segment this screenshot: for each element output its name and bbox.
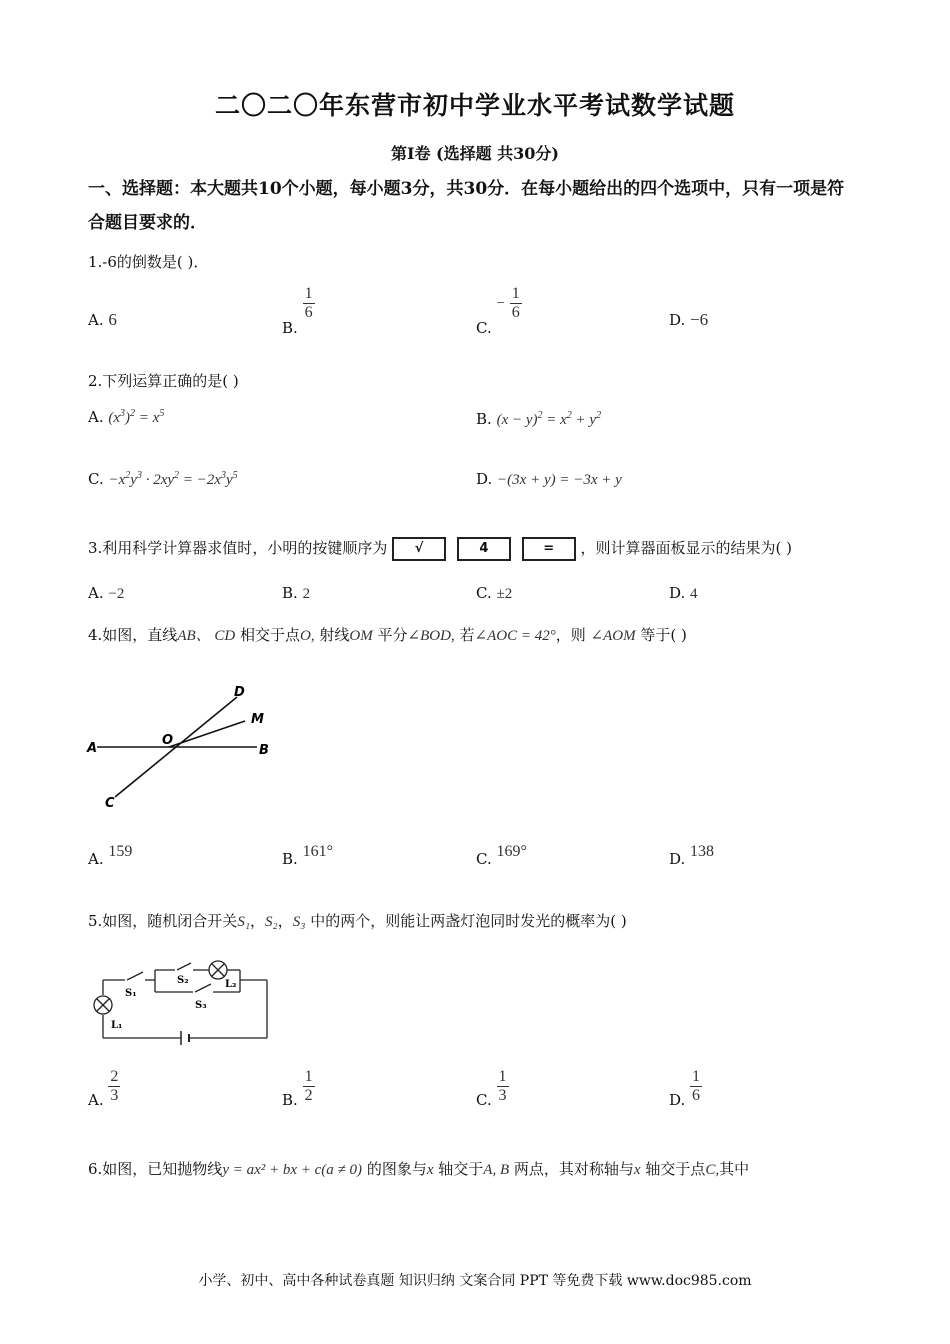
instructions: 一、选择题：本大题共10个小题，每小题3分，共30分．在每小题给出的四个选项中，只有一项是符合题目要求的． (88, 179, 845, 233)
label-o: O (162, 733, 174, 748)
q3-option-d: D. 4 (669, 584, 698, 602)
q5-option-d: D. $\frac{1}{6}$ (669, 1068, 701, 1109)
calc-key-sqrt: √ (392, 537, 446, 561)
q6-stem: 6.如图，已知抛物线y = ax² + bx + c(a ≠ 0) 的图象与x 轴交于A, B 两点，其对称轴与x 轴交于点C,其中 (88, 1160, 750, 1178)
label-l1: L₁ (111, 1020, 123, 1031)
section-subtitle: 第Ⅰ卷 (选择题 共30分) (390, 144, 560, 163)
label-c: C (105, 796, 115, 811)
q1-option-d: D. −6 (669, 310, 709, 329)
q3-option-a: A. −2 (88, 584, 125, 602)
q4-angle-figure (85, 680, 285, 815)
q3-option-c: C. ±2 (476, 584, 513, 602)
q2-option-b: B. $(x - y)^2 = x^2 + y^2$ (476, 410, 602, 428)
q4-option-a: A. 159 (88, 843, 133, 868)
q5-option-b: B. $\frac{1}{2}$ (282, 1068, 313, 1109)
label-b: B (259, 743, 269, 758)
page-title: 二〇二〇年东营市初中学业水平考试数学试题 (214, 91, 735, 120)
label-l2: L₂ (225, 979, 237, 990)
q1-stem: 1.-6的倒数是( )． (88, 253, 209, 271)
q2-stem: 2.下列运算正确的是( ) (88, 372, 239, 390)
q5-circuit-figure (85, 950, 275, 1045)
q1-option-c: C. − $\frac{1}{6}$ (476, 285, 520, 337)
q1-option-a: A. 6 (88, 310, 117, 329)
label-s1: S₁ (125, 988, 137, 999)
q5-stem: 5.如图，随机闭合开关S₁，S₂，S₃ 中的两个，则能让两盏灯泡同时发光的概率为( ) (88, 912, 627, 930)
calc-key-equals: = (522, 537, 576, 561)
calc-key-4: 4 (457, 537, 511, 561)
q1-option-b: B. $\frac{1}{6}$ (282, 285, 313, 337)
label-s2: S₂ (177, 975, 189, 986)
q5-option-a: A. $\frac{2}{3}$ (88, 1068, 119, 1109)
label-m: M (251, 712, 264, 727)
q4-option-b: B. 161° (282, 843, 333, 868)
q4-stem: 4.如图，直线AB、 CD 相交于点O, 射线OM 平分∠BOD, 若∠AOC = 42°，则 ∠AOM 等于( ) (88, 626, 687, 644)
page-footer: 小学、初中、高中各种试卷真题 知识归纳 文案合同 PPT 等免费下载 www.doc985.com (198, 1273, 752, 1289)
label-d: D (234, 685, 245, 700)
label-s3: S₃ (195, 1000, 207, 1011)
q4-option-c: C. 169° (476, 843, 527, 868)
q5-option-c: C. $\frac{1}{3}$ (476, 1068, 507, 1109)
q4-option-d: D. 138 (669, 843, 715, 868)
q3-option-b: B. 2 (282, 584, 311, 602)
label-a: A (87, 741, 98, 756)
q2-option-d: D. −(3x + y) = −3x + y (476, 470, 622, 488)
q2-option-c: C. $-x^2y^3 \cdot 2xy^2 = -2x^3y^5$ (88, 470, 238, 488)
q3-stem: 3.利用科学计算器求值时，小明的按键顺序为 √ 4 = ，则计算器面板显示的结果为( ) (88, 537, 792, 561)
q2-option-a: A. $(x^3)^2 = x^5$ (88, 408, 165, 426)
